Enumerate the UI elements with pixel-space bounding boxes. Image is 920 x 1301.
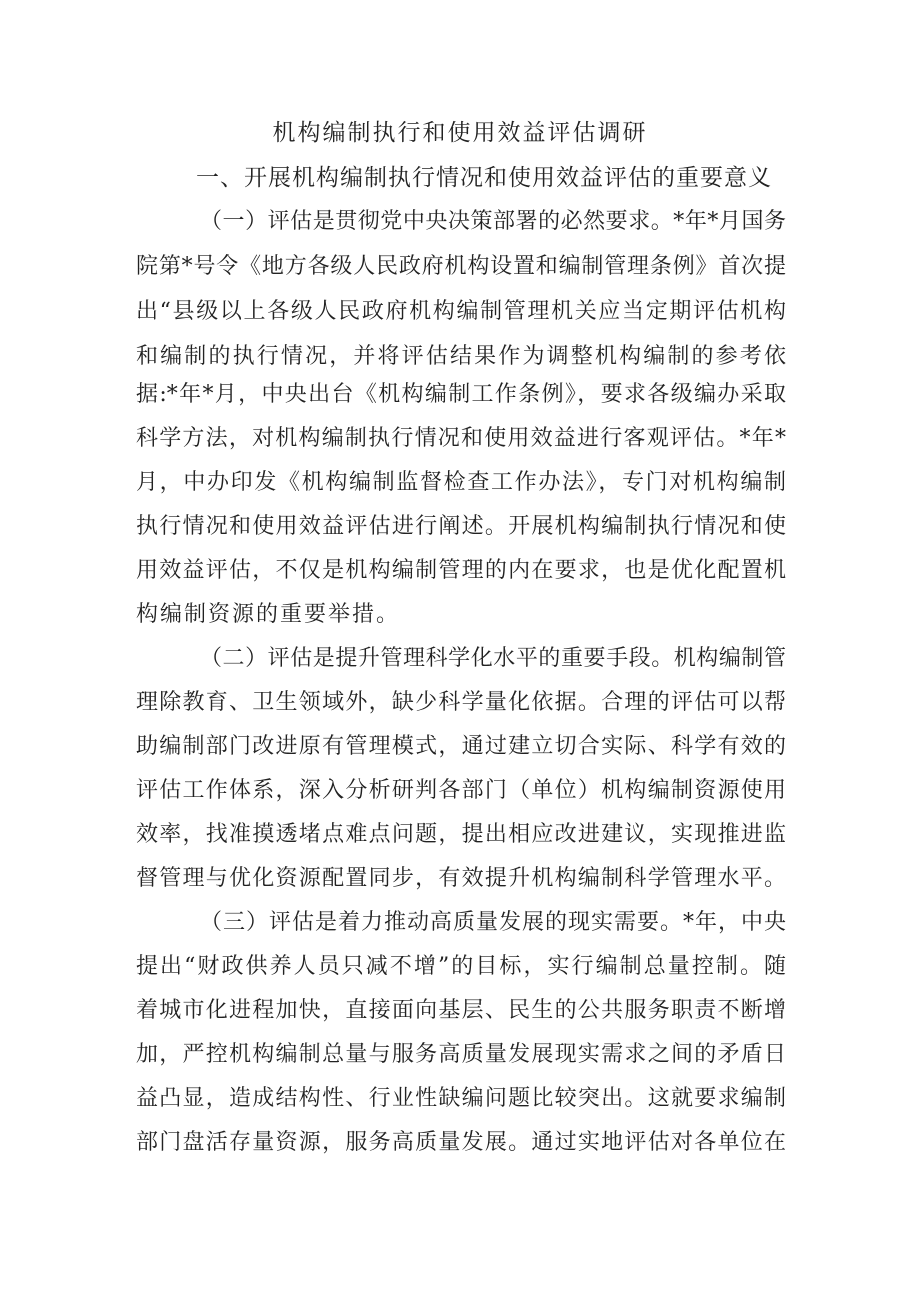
paragraph-line: 执行情况和使用效益评估进行阐述。开展机构编制执行情况和使	[136, 514, 786, 539]
document-title: 机构编制执行和使用效益评估调研	[272, 120, 648, 146]
paragraph-line: 评估工作体系，深入分析研判各部门（单位）机构编制资源使用	[136, 778, 786, 803]
paragraph-line: （三）评估是着力推动高质量发展的现实需要。*年，中央	[200, 910, 786, 935]
paragraph-line: 着城市化进程加快，直接面向基层、民生的公共服务职责不断增	[136, 998, 786, 1023]
paragraph-line: 部门盘活存量资源，服务高质量发展。通过实地评估对各单位在	[136, 1130, 786, 1155]
paragraph-line: 提出“财政供养人员只减不增”的目标，实行编制总量控制。随	[136, 954, 786, 979]
paragraph-line: 理除教育、卫生领域外，缺少科学量化依据。合理的评估可以帮	[136, 690, 786, 715]
paragraph-line: 助编制部门改进原有管理模式，通过建立切合实际、科学有效的	[136, 734, 786, 759]
paragraph-line: 和编制的执行情况，并将评估结果作为调整机构编制的参考依	[136, 344, 786, 369]
paragraph-line: 月，中办印发《机构编制监督检查工作办法》，专门对机构编制	[136, 470, 786, 495]
paragraph-line: 构编制资源的重要举措。	[136, 602, 401, 627]
paragraph-line: （二）评估是提升管理科学化水平的重要手段。机构编制管	[200, 646, 786, 671]
paragraph-line: 科学方法，对机构编制执行情况和使用效益进行客观评估。*年*	[136, 426, 786, 451]
paragraph-line: 加，严控机构编制总量与服务高质量发展现实需求之间的矛盾日	[136, 1042, 786, 1067]
paragraph-line: 督管理与优化资源配置同步，有效提升机构编制科学管理水平。	[136, 866, 786, 891]
paragraph-line: （一）评估是贯彻党中央决策部署的必然要求。*年*月国务	[200, 209, 786, 234]
section-heading: 一、开展机构编制执行情况和使用效益评估的重要意义	[196, 165, 772, 191]
paragraph-line: 出“县级以上各级人民政府机构编制管理机关应当定期评估机构	[136, 299, 786, 324]
paragraph-line: 效率，找准摸透堵点难点问题，提出相应改进建议，实现推进监	[136, 822, 786, 847]
paragraph-line: 用效益评估，不仅是机构编制管理的内在要求，也是优化配置机	[136, 558, 786, 583]
paragraph-line: 益凸显，造成结构性、行业性缺编问题比较突出。这就要求编制	[136, 1086, 786, 1111]
paragraph-line: 院第*号令《地方各级人民政府机构设置和编制管理条例》首次提	[136, 254, 786, 279]
paragraph-line: 据:*年*月，中央出台《机构编制工作条例》，要求各级编办采取	[136, 382, 786, 407]
